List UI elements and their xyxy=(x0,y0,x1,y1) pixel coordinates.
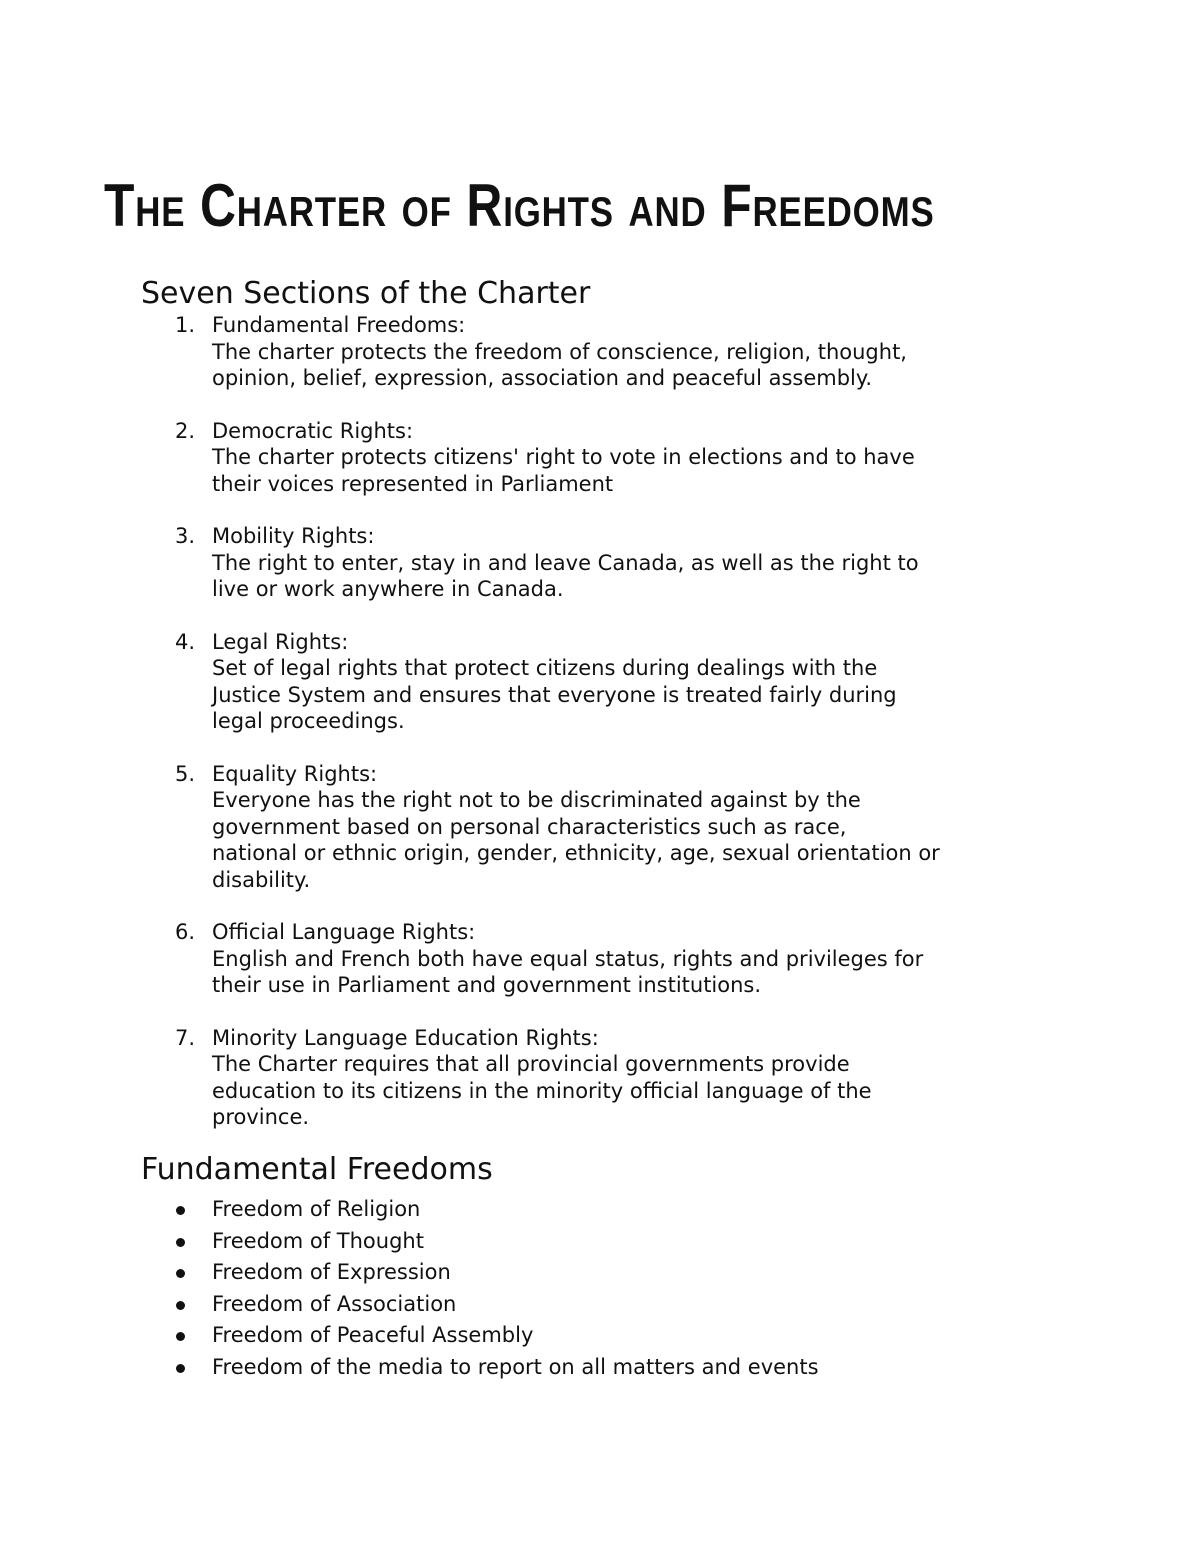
section-item xyxy=(0,312,1100,392)
section-number: 5. xyxy=(175,761,196,786)
freedom-label: Freedom of Expression xyxy=(212,1260,451,1284)
section-number: 1. xyxy=(175,313,196,337)
bullet-icon xyxy=(176,1332,185,1341)
freedom-item xyxy=(0,1352,1100,1384)
section-item xyxy=(0,761,1100,894)
section-number: 7. xyxy=(175,1025,196,1050)
section-number: 4. xyxy=(175,629,196,654)
bullet-icon xyxy=(176,1206,185,1215)
freedom-label: Freedom of Peaceful Assembly xyxy=(212,1323,534,1347)
section-title: Legal Rights: xyxy=(212,629,349,654)
section-item xyxy=(0,1025,1100,1131)
section-description: Set of legal rights that protect citizens during dealings with the Justice System and ensures that everyone is treated fairly during legal proceedings. xyxy=(212,656,897,733)
freedom-label: Freedom of Association xyxy=(212,1291,457,1316)
freedom-label: Freedom of Thought xyxy=(212,1228,424,1253)
sections-list xyxy=(0,312,1100,1157)
sections-heading: Seven Sections of the Charter xyxy=(141,276,591,311)
section-number: 3. xyxy=(175,524,196,548)
section-title: Official Language Rights: xyxy=(212,920,476,944)
section-item xyxy=(0,919,1100,999)
section-description: The charter protects citizens' right to vote in elections and to have their voices represented in Parliament xyxy=(212,445,915,496)
freedom-item xyxy=(0,1320,1100,1352)
section-description: The Charter requires that all provincial governments provide education to its citizens in the minority official language of the province. xyxy=(212,1052,872,1129)
freedom-item xyxy=(0,1289,1100,1321)
section-title: Minority Language Education Rights: xyxy=(212,1025,599,1050)
freedom-item xyxy=(0,1226,1100,1258)
bullet-icon xyxy=(176,1301,185,1310)
section-number: 6. xyxy=(175,920,196,944)
section-description: The right to enter, stay in and leave Canada, as well as the right to live or work anywhere in Canada. xyxy=(212,550,919,601)
section-title: Equality Rights: xyxy=(212,761,378,786)
freedom-item xyxy=(0,1257,1100,1289)
section-title: Democratic Rights: xyxy=(212,418,414,443)
section-number: 2. xyxy=(175,418,196,443)
section-item xyxy=(0,418,1100,498)
section-item xyxy=(0,629,1100,735)
section-item xyxy=(0,523,1100,603)
bullet-icon xyxy=(176,1269,185,1278)
section-description: The charter protects the freedom of conscience, religion, thought, opinion, belief, expression, association and peaceful assembly. xyxy=(212,339,907,390)
document-title: The Charter of Rights and Freedoms xyxy=(104,172,935,239)
freedom-label: Freedom of Religion xyxy=(212,1197,421,1221)
bullet-icon xyxy=(176,1364,185,1373)
section-title: Mobility Rights: xyxy=(212,524,375,548)
section-description: English and French both have equal status, rights and privileges for their use in Parliament and government institutions. xyxy=(212,946,924,997)
section-description: Everyone has the right not to be discriminated against by the government based on personal characteristics such as race, national or ethnic origin, gender, ethnicity, age, sexual orientation or disability. xyxy=(212,788,940,892)
bullet-icon xyxy=(176,1238,185,1247)
freedoms-heading: Fundamental Freedoms xyxy=(141,1152,493,1187)
freedoms-list xyxy=(0,1194,1100,1383)
freedom-item xyxy=(0,1194,1100,1226)
section-title: Fundamental Freedoms: xyxy=(212,313,466,337)
freedom-label: Freedom of the media to report on all matters and events xyxy=(212,1354,819,1379)
